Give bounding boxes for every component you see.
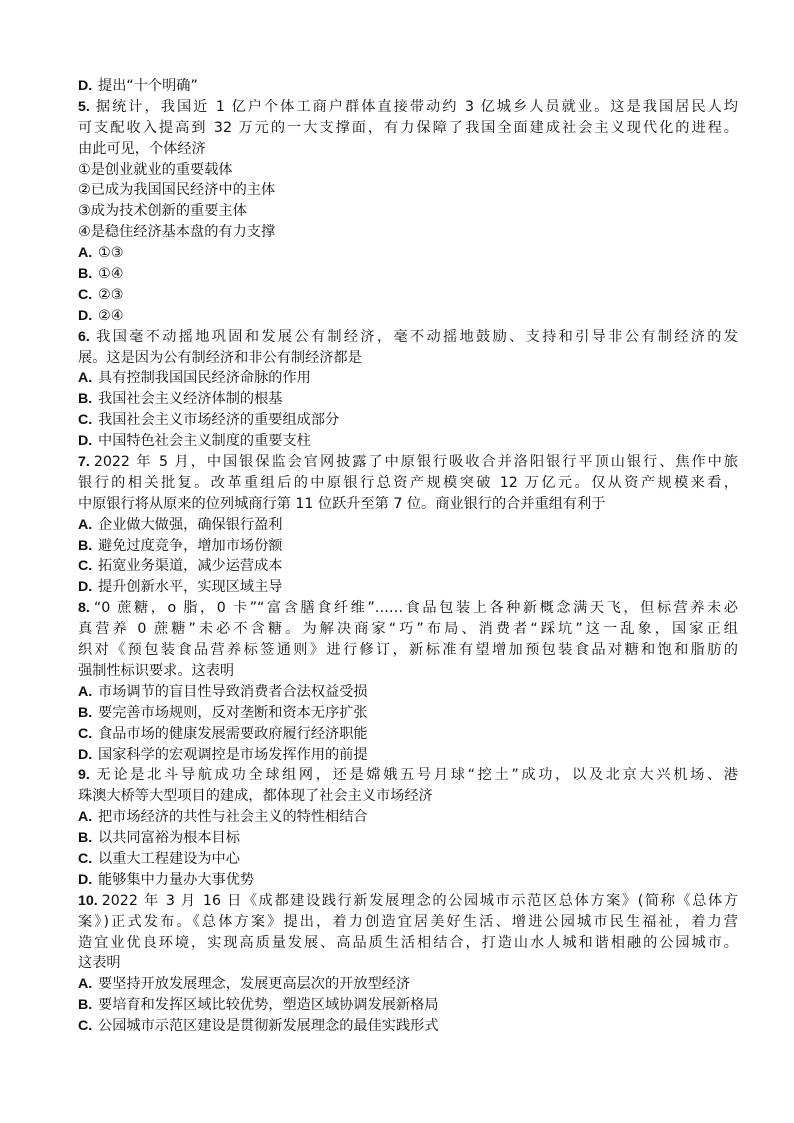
option-letter: A. [78, 245, 93, 262]
option-text: 企业做大做强，确保银行盈利 [98, 516, 283, 533]
question-stem-line [78, 118, 738, 139]
exam-page [78, 76, 738, 1037]
question-stem-line [78, 933, 738, 954]
question-stem-line [78, 348, 738, 369]
question-stem-line [78, 953, 738, 974]
option-text: 以重大工程建设为中心 [98, 850, 240, 867]
option-letter: C. [78, 850, 93, 867]
question-q9 [78, 765, 738, 890]
question-stem-text: 珠澳大桥等大型项目的建成，都体现了社会主义市场经济 [78, 788, 433, 805]
option-text: 要培育和发挥区域比较优势，塑造区域协调发展新格局 [98, 997, 439, 1014]
question-number: 6. [78, 328, 90, 345]
answer-option [78, 974, 738, 995]
option-text: 公园城市示范区建设是贯彻新发展理念的最佳实践形式 [98, 1018, 439, 1035]
option-letter: B. [78, 997, 93, 1014]
option-text: 要坚持开放发展理念，发展更高层次的开放型经济 [98, 976, 411, 993]
option-letter: C. [78, 558, 93, 575]
answer-option [78, 703, 738, 724]
option-text: ①④ [98, 266, 124, 283]
answer-option [78, 368, 738, 389]
question-stem-line [78, 473, 738, 494]
answer-option [78, 410, 738, 431]
question-number: 5. [78, 98, 90, 115]
question-q6 [78, 327, 738, 452]
question-stem-line [78, 598, 738, 619]
question-stem-text: 2022 年 3 月 16 日《成都建设践行新发展理念的公园城市示范区总体方案》(简称《总体方 [101, 892, 738, 909]
option-text: 避免过度竞争，增加市场份额 [98, 537, 283, 554]
question-stem-text: “0 蔗糖，o 脂，0 卡”“富含膳食纤维”……食品包装上各种新概念满天飞，但标营养未必 [93, 600, 738, 617]
option-text: 国家科学的宏观调控是市场发挥作用的前提 [98, 746, 368, 763]
option-text: 能够集中力量办大事优势 [98, 871, 255, 888]
question-stem-text: 真营养 0 蔗糖”未必不含糖。为解决商家“巧”布局、消费者“踩坑”这一乱象，国家正组 [78, 621, 738, 638]
answer-option [78, 306, 738, 327]
statement-item: ③成为技术创新的重要主体 [78, 203, 247, 220]
option-letter: B. [78, 537, 93, 554]
option-letter: B. [78, 391, 93, 408]
answer-option [78, 264, 738, 285]
option-letter: D. [78, 746, 93, 763]
option-letter: A. [78, 516, 93, 533]
answer-option [78, 828, 738, 849]
question-number: 8. [78, 600, 90, 617]
question-stem-text: 由此可见，个体经济 [78, 140, 206, 157]
option-text: 我国社会主义市场经济的重要组成部分 [98, 412, 340, 429]
answer-option [78, 76, 738, 97]
question-stem-text: 中原银行将从原来的位列城商行第 11 位跃升至第 7 位。商业银行的合并重组有利于 [78, 495, 606, 512]
statement-item: ④是稳住经济基本盘的有力支撑 [78, 224, 276, 241]
answer-option [78, 243, 738, 264]
option-text: 要完善市场规则，反对垄断和资本无序扩张 [98, 704, 368, 721]
question-stem-line [78, 139, 738, 160]
answer-option [78, 515, 738, 536]
option-letter: D. [78, 78, 93, 94]
question-stem-line [78, 452, 738, 473]
option-text: 提升创新水平，实现区域主导 [98, 579, 283, 596]
question-stem-text: 强制性标识要求。这表明 [78, 662, 235, 679]
answer-option [78, 995, 738, 1016]
question-number: 9. [78, 767, 90, 784]
question-stem-line [78, 891, 738, 912]
question-stem-line [78, 494, 738, 515]
option-letter: C. [78, 412, 93, 429]
question-stem-text: 我国毫不动摇地巩固和发展公有制经济，毫不动摇地鼓励、支持和引导非公有制经济的发 [93, 328, 738, 345]
question-stem-line [78, 619, 738, 640]
question-number: 7. [78, 454, 90, 471]
answer-option [78, 389, 738, 410]
statement-item: ②已成为我国国民经济中的主体 [78, 182, 276, 199]
answer-option [78, 431, 738, 452]
option-letter: A. [78, 683, 93, 700]
option-text: ②④ [98, 307, 124, 324]
question-q7 [78, 452, 738, 598]
option-text: 市场调节的盲目性导致消费者合法权益受损 [98, 683, 368, 700]
option-letter: C. [78, 286, 93, 303]
question-stem-text: 据统计，我国近 1 亿户个体工商户群体直接带动约 3 亿城乡人员就业。这是我国居民人均 [93, 98, 738, 115]
option-text: 具有控制我国国民经济命脉的作用 [98, 370, 311, 387]
question-q8 [78, 598, 738, 765]
answer-option [78, 577, 738, 598]
question-stem-text: 织对《预包装食品营养标签通则》进行修订，新标准有望增加预包装食品对糖和饱和脂肪的 [78, 642, 738, 659]
question-stem-text: 可支配收入提高到 32 万元的一大支撑面，有力保障了我国全面建成社会主义现代化的进程。 [78, 119, 738, 136]
question-stem-text: 2022 年 5 月，中国银保监会官网披露了中原银行吸收合并洛阳银行平顶山银行、焦作中旅 [93, 454, 738, 471]
question-stem-line [78, 765, 738, 786]
question-stem-line [78, 661, 738, 682]
option-text: 提出“十个明确” [98, 78, 198, 94]
question-stem-line [78, 640, 738, 661]
answer-option [78, 556, 738, 577]
option-text: 中国特色社会主义制度的重要支柱 [98, 433, 311, 450]
option-text: 把市场经济的共性与社会主义的特性相结合 [98, 809, 368, 826]
question-stem-text: 无论是北斗导航成功全球组网，还是嫦娥五号月球“挖土”成功，以及北京大兴机场、港 [93, 767, 738, 784]
question-q4_tail [78, 76, 738, 97]
option-text: 食品市场的健康发展需要政府履行经济职能 [98, 725, 368, 742]
option-letter: A. [78, 370, 93, 387]
answer-option [78, 849, 738, 870]
question-stem-text: 银行的相关批复。改革重组后的中原银行总资产规模突破 12 万亿元。仅从资产规模来看， [78, 474, 738, 491]
option-text: 拓宽业务渠道，减少运营成本 [98, 558, 283, 575]
option-letter: A. [78, 976, 93, 993]
question-stem-line [78, 97, 738, 118]
option-letter: D. [78, 579, 93, 596]
option-text: 我国社会主义经济体制的根基 [98, 391, 283, 408]
question-q10 [78, 891, 738, 1037]
question-stem-text: 案》)正式发布。《总体方案》提出，着力创造宜居美好生活、增进公园城市民生福祉，着力营 [78, 913, 738, 930]
question-q5 [78, 97, 738, 327]
question-stem-text: 造宜业优良环境，实现高质量发展、高品质生活相结合，打造山水人城和谐相融的公园城市。 [78, 934, 738, 951]
option-letter: A. [78, 809, 93, 826]
answer-option [78, 285, 738, 306]
option-letter: D. [78, 307, 93, 324]
answer-option [78, 682, 738, 703]
option-text: ①③ [98, 245, 124, 262]
option-letter: B. [78, 266, 93, 283]
option-letter: D. [78, 871, 93, 888]
question-stem-text: 展。这是因为公有制经济和非公有制经济都是 [78, 349, 362, 366]
answer-option [78, 724, 738, 745]
question-stem-text: 这表明 [78, 955, 121, 972]
option-letter: C. [78, 725, 93, 742]
option-letter: C. [78, 1018, 93, 1035]
question-stem-line [78, 912, 738, 933]
statement-item: ①是创业就业的重要载体 [78, 161, 233, 178]
question-stem-line [78, 327, 738, 348]
answer-option [78, 870, 738, 891]
option-letter: B. [78, 704, 93, 721]
answer-option [78, 536, 738, 557]
answer-option [78, 1016, 738, 1037]
option-text: 以共同富裕为根本目标 [98, 830, 240, 847]
option-letter: D. [78, 433, 93, 450]
option-text: ②③ [98, 286, 124, 303]
answer-option [78, 745, 738, 766]
answer-option [78, 807, 738, 828]
question-number: 10. [78, 892, 98, 909]
question-stem-line [78, 786, 738, 807]
option-letter: B. [78, 830, 93, 847]
